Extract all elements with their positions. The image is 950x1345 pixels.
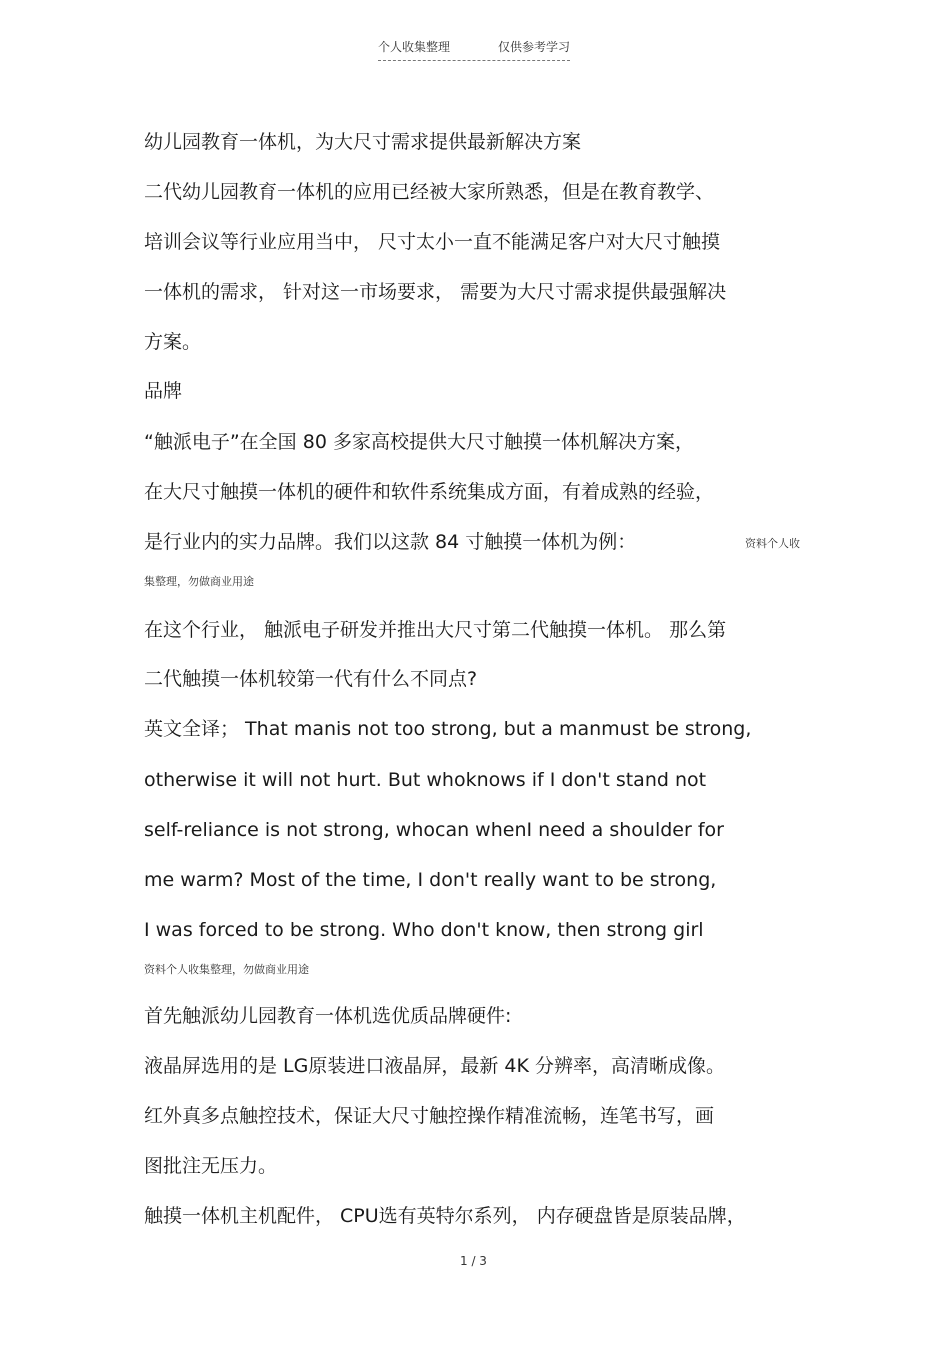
paragraph-line: 图批注无压力。 bbox=[144, 1155, 278, 1177]
inline-note: 资料个人收 bbox=[745, 537, 800, 550]
paragraph-line: 培训会议等行业应用当中， 尺寸太小一直不能满足客户对大尺寸触摸 bbox=[144, 231, 721, 253]
paragraph-line: 红外真多点触控技术，保证大尺寸触控操作精准流畅，连笔书写，画 bbox=[144, 1105, 715, 1127]
english-line: me warm? Most of the time, I don't really want to be strong, bbox=[144, 869, 717, 891]
header-left-text: 个人收集整理 bbox=[378, 40, 451, 54]
section-heading: 品牌 bbox=[144, 380, 183, 402]
paragraph-line: 二代触摸一体机较第一代有什么不同点? bbox=[144, 668, 478, 690]
english-line: otherwise it will not hurt. But whoknows if I don't stand not bbox=[144, 769, 707, 791]
english-line: self-reliance is not strong, whocan whenI need a shoulder for bbox=[144, 819, 724, 841]
document-title: 幼儿园教育一体机，为大尺寸需求提供最新解决方案 bbox=[144, 131, 582, 153]
paragraph-line: 液晶屏选用的是 LG原装进口液晶屏，最新 4K 分辨率，高清晰成像。 bbox=[144, 1055, 725, 1077]
paragraph-line: 一体机的需求， 针对这一市场要求， 需要为大尺寸需求提供最强解决 bbox=[144, 281, 727, 303]
paragraph-line: 在这个行业， 触派电子研发并推出大尺寸第二代触摸一体机。 那么第 bbox=[144, 619, 727, 641]
paragraph-line: 在大尺寸触摸一体机的硬件和软件系统集成方面，有着成熟的经验， bbox=[144, 481, 715, 503]
paragraph-line: 二代幼儿园教育一体机的应用已经被大家所熟悉，但是在教育教学、 bbox=[144, 181, 715, 203]
note-continuation: 集整理，勿做商业用途 bbox=[144, 575, 254, 588]
page-number: 1 / 3 bbox=[460, 1254, 487, 1268]
paragraph-line: 是行业内的实力品牌。我们以这款 84 寸触摸一体机为例： bbox=[144, 531, 637, 553]
paragraph-line: “触派电子”在全国 80 多家高校提供大尺寸触摸一体机解决方案， bbox=[144, 431, 694, 453]
header-right-text: 仅供参考学习 bbox=[497, 40, 570, 54]
note-line: 资料个人收集整理，勿做商业用途 bbox=[144, 963, 309, 976]
paragraph-line: 触摸一体机主机配件， CPU选有英特尔系列， 内存硬盘皆是原装品牌， bbox=[144, 1205, 746, 1227]
paragraph-line: 方案。 bbox=[144, 331, 202, 353]
paragraph-line: 首先触派幼儿园教育一体机选优质品牌硬件: bbox=[144, 1005, 512, 1027]
english-line: 英文全译； That manis not too strong, but a manmust be strong, bbox=[144, 718, 752, 740]
english-line: I was forced to be strong. Who don't know, then strong girl bbox=[144, 919, 704, 941]
page-header bbox=[378, 38, 570, 61]
